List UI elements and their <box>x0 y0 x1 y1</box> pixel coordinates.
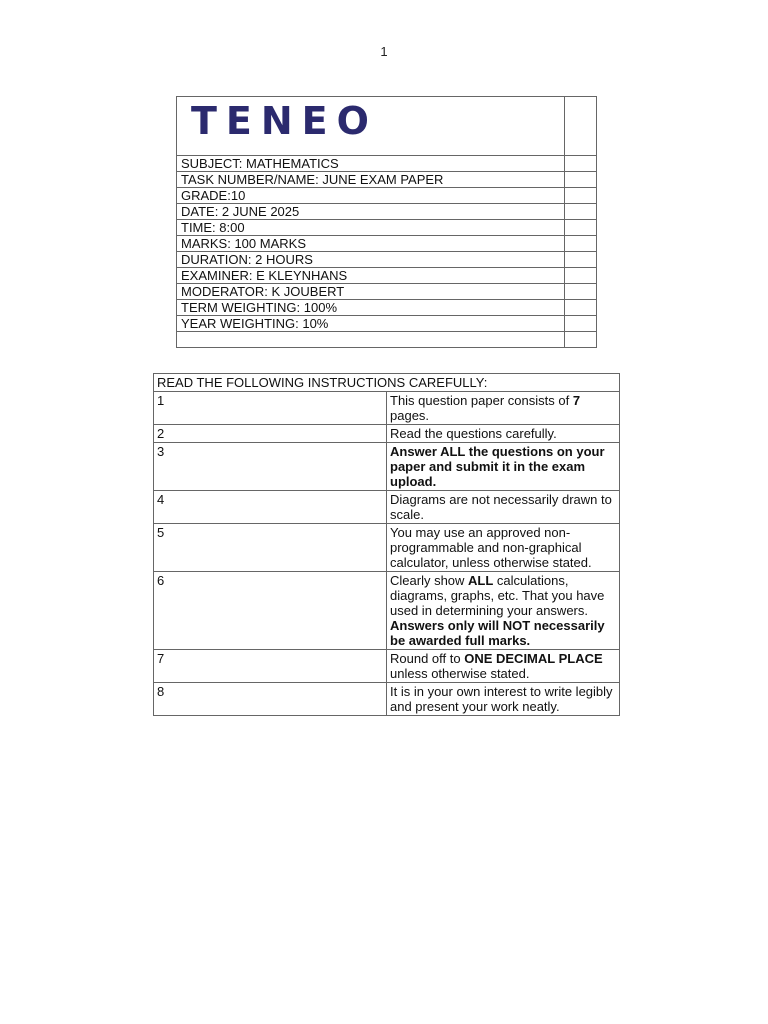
instruction-segment: unless otherwise stated. <box>390 666 530 681</box>
instruction-segment: Diagrams are not necessarily drawn to scale. <box>390 492 612 522</box>
instruction-row <box>154 650 620 683</box>
header-info-row <box>177 204 597 220</box>
instruction-row <box>154 425 620 443</box>
instruction-segment: Clearly show <box>390 573 469 588</box>
header-info-text: TASK NUMBER/NAME: JUNE EXAM PAPER <box>177 172 565 188</box>
header-info-text: MARKS: 100 MARKS <box>177 236 565 252</box>
header-info-text: TIME: 8:00 <box>177 220 565 236</box>
instruction-number: 1 <box>154 392 387 425</box>
header-info-row <box>177 284 597 300</box>
instruction-segment: pages. <box>390 408 430 423</box>
instruction-segment: You may use an approved non-programmable and non-graphical calculator, unless otherwise stated. <box>390 525 592 570</box>
header-info-row <box>177 300 597 316</box>
header-info-row <box>177 220 597 236</box>
instruction-row <box>154 392 620 425</box>
page-number: 1 <box>380 44 388 59</box>
logo-row <box>177 97 597 156</box>
instruction-text <box>387 683 620 716</box>
instruction-bold-segment: ONE DECIMAL PLACE <box>464 651 603 666</box>
header-info-row <box>177 316 597 332</box>
instruction-number: 8 <box>154 683 387 716</box>
teneo-logo: TENEO <box>191 99 378 143</box>
instruction-text <box>387 572 620 650</box>
instructions-heading: READ THE FOLLOWING INSTRUCTIONS CAREFULLY: <box>154 374 620 392</box>
header-info-text: TERM WEIGHTING: 100% <box>177 300 565 316</box>
header-info-text: YEAR WEIGHTING: 10% <box>177 316 565 332</box>
instruction-number: 4 <box>154 491 387 524</box>
instructions-table <box>153 373 620 716</box>
header-blank-row <box>177 332 597 348</box>
instruction-segment: It is in your own interest to write legibly and present your work neatly. <box>390 684 613 714</box>
instruction-number: 2 <box>154 425 387 443</box>
header-info-text: GRADE:10 <box>177 188 565 204</box>
instructions-heading-row <box>154 374 620 392</box>
header-info-text: DURATION: 2 HOURS <box>177 252 565 268</box>
instruction-row <box>154 443 620 491</box>
instruction-segment: calculations, diagrams, graphs, etc. That you have used in determining your answers. <box>390 573 605 618</box>
instruction-number: 7 <box>154 650 387 683</box>
header-info-text: MODERATOR: K JOUBERT <box>177 284 565 300</box>
instruction-text <box>387 392 620 425</box>
header-info-text: DATE: 2 JUNE 2025 <box>177 204 565 220</box>
header-info-text: EXAMINER: E KLEYNHANS <box>177 268 565 284</box>
instruction-bold-segment: 7 <box>572 393 581 408</box>
instruction-row <box>154 572 620 650</box>
header-info-row <box>177 252 597 268</box>
instruction-bold-segment: Answer ALL the questions on your paper and submit it in the exam upload. <box>390 444 605 489</box>
exam-header-table <box>176 96 597 348</box>
instruction-text <box>387 443 620 491</box>
instruction-text <box>387 425 620 443</box>
header-info-row <box>177 188 597 204</box>
instruction-segment: Read the questions carefully. <box>390 426 557 441</box>
instruction-row <box>154 683 620 716</box>
instruction-segment: This question paper consists of <box>390 393 573 408</box>
instruction-number: 6 <box>154 572 387 650</box>
instruction-segment: Round off to <box>390 651 465 666</box>
header-info-row <box>177 156 597 172</box>
instruction-row <box>154 491 620 524</box>
instruction-row <box>154 524 620 572</box>
instruction-bold-segment: ALL <box>468 573 494 588</box>
instruction-bold-segment: Answers only will NOT necessarily be awarded full marks. <box>390 618 605 648</box>
instruction-number: 3 <box>154 443 387 491</box>
header-info-row <box>177 268 597 284</box>
instruction-number: 5 <box>154 524 387 572</box>
header-info-row <box>177 172 597 188</box>
instruction-text <box>387 524 620 572</box>
header-info-row <box>177 236 597 252</box>
instruction-text <box>387 491 620 524</box>
instruction-text <box>387 650 620 683</box>
header-info-text: SUBJECT: MATHEMATICS <box>177 156 565 172</box>
